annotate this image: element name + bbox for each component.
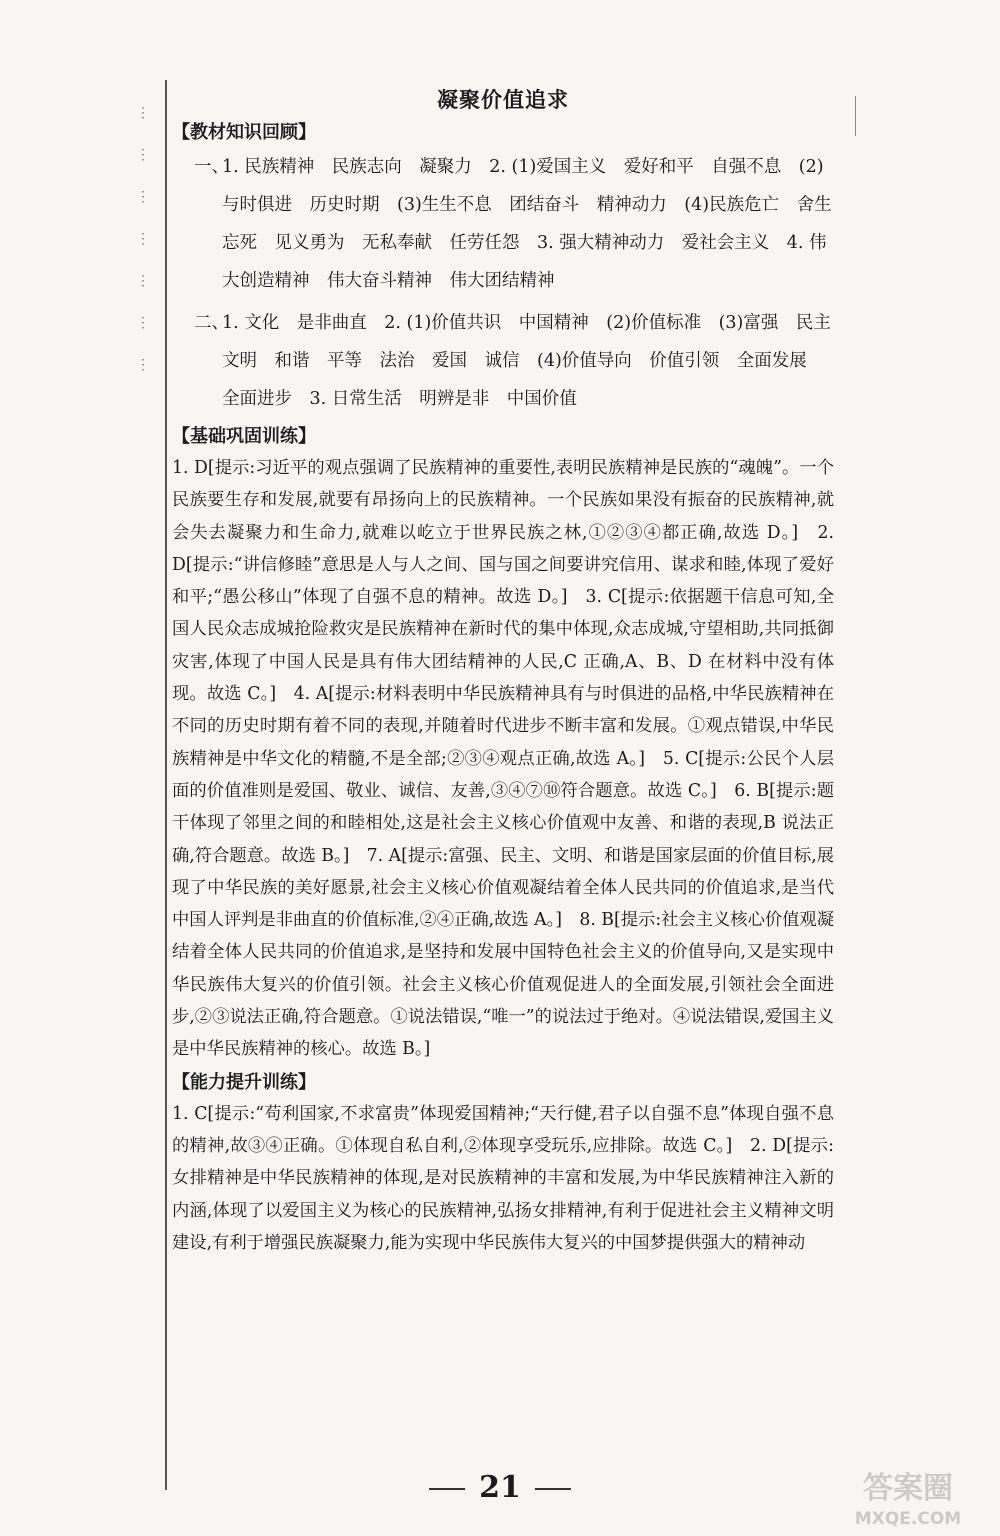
- ability-training-answers: 1. C[提示:“苟利国家,不求富贵”体现爱国精神;“天行健,君子以自强不息”体现自强不息的精神,故③④正确。①体现自私自利,②体现享受玩乐,应排除。故选 C。] 2. D[提示:女排精神是中华民族精神的体现,是对民族精神的丰富和发展,为中华民族精神注入新的内涵,体现了以爱国主义为核心的民族精神,弘扬女排精神,有利于促进社会主义精神文明建设,有利于增强民族凝聚力,能为实现中华民族伟大复兴的中国梦提供强大的精神动: [172, 1103, 834, 1253]
- group-text: 1. 文化 是非曲直 2. (1)价值共识 中国精神 (2)价值标准 (3)富强 民主 文明 和谐 平等 法治 爱国 诚信 (4)价值导向 价值引领 全面发展 全面进步 3. 日常生活 明辨是非 中国价值: [222, 313, 849, 409]
- page-number-value: 21: [479, 1470, 521, 1505]
- group-number: 二、: [194, 313, 229, 333]
- section-header-knowledge-review: 【教材知识回顾】: [172, 122, 316, 143]
- page-right-rule: [855, 96, 856, 136]
- knowledge-group-two: [172, 304, 849, 418]
- group-number: 一、: [194, 157, 229, 177]
- basic-training-answers: 1. D[提示:习近平的观点强调了民族精神的重要性,表明民族精神是民族的“魂魄”。一个民族要生存和发展,就要有昂扬向上的民族精神。一个民族如果没有振奋的民族精神,就会失去凝聚力和生命力,就难以屹立于世界民族之林,①②③④都正确,故选 D。] 2. D[提示:“讲信修睦”意思是人与人之间、国与国之间要讲究信用、谋求和睦,体现了爱好和平;“愚公移山”体现了自强不息的精神。故选 D。] 3. C[提示:依据题干信息可知,全国人民众志成城抢险救灾是民族精神在新时代的集中体现,众志成城,守望相助,共同抵御灾害,体现了中国人民是具有伟大团结精神的人民,C 正确,A、B、D 在材料中没有体现。故选 C。] 4. A[提示:材料表明中华民族精神具有与时俱进的品格,中华民族精神在不同的历史时期有着不同的表现,并随着时代进步不断丰富和发展。①观点错误,中华民族精神是中华文化的精髓,不是全部;②③④观点正确,故选 A。] 5. C[提示:公民个人层面的价值准则是爱国、敬业、诚信、友善,③④⑦⑩符合题意。故选 C。] 6. B[提示:题干体现了邻里之间的和睦相处,这是社会主义核心价值观中友善、和谐的表现,B 说法正确,符合题意。故选 B。] 7. A[提示:富强、民主、文明、和谐是国家层面的价值目标,展现了中华民族的美好愿景,社会主义核心价值观凝结着全体人民共同的价值追求,是当代中国人评判是非曲直的价值标准,②④正确,故选 A。] 8. B[提示:社会主义核心价值观凝结着全体人民共同的价值追求,是坚持和发展中国特色社会主义的价值导向,又是实现中华民族伟大复兴的价值引领。社会主义核心价值观促进人的全面发展,引领社会全面进步,②③说法正确,符合题意。①说法错误,“唯一”的说法过于绝对。④说法错误,爱国主义是中华民族精神的核心。故选 B。]: [172, 458, 834, 1060]
- knowledge-group-one: [172, 148, 834, 300]
- page-title: 凝聚价值追求: [437, 87, 569, 112]
- answer-content: [172, 84, 849, 1261]
- watermark-logo: [820, 1460, 996, 1530]
- watermark-main-text: 答案圈: [863, 1471, 953, 1506]
- watermark-url-text: MXQE.COM: [854, 1509, 962, 1529]
- binding-margin-marks: ⋮ ⋮ ⋮ ⋮ ⋮ ⋮ ⋮: [136, 105, 150, 373]
- watermark-graphic: [820, 1460, 996, 1530]
- group-text: 1. 民族精神 民族志向 凝聚力 2. (1)爱国主义 爱好和平 自强不息 (2)与时俱进 历史时期 (3)生生不息 团结奋斗 精神动力 (4)民族危亡 舍生忘死 见义勇为 无私奉献 任劳任怨 3. 强大精神动力 爱社会主义 4. 伟大创造精神 伟大奋斗精神 伟大团结精神: [222, 157, 832, 291]
- section-header-basic-training: 【基础巩固训练】: [172, 426, 316, 447]
- section-header-ability-training: 【能力提升训练】: [172, 1071, 316, 1093]
- page-left-rule: [165, 80, 167, 1490]
